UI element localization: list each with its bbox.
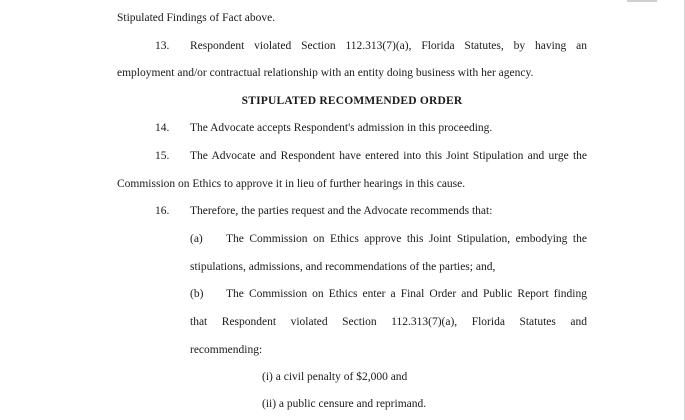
carryover-line: Stipulated Findings of Fact above. [117, 12, 276, 24]
section-heading: STIPULATED RECOMMENDED ORDER [241, 95, 463, 107]
item-b-line-1: The Commission on Ethics enter a Final Order and Public Report finding [226, 288, 587, 300]
paragraph-13-line-2: employment and/or contractual relationship with an entity doing business with her agency. [117, 67, 534, 79]
paragraph-14-text: The Advocate accepts Respondent's admission in this proceeding. [190, 122, 493, 134]
paragraph-16-text: Therefore, the parties request and the Advocate recommends that: [190, 205, 493, 217]
sub-item-ii: (ii) a public censure and reprimand. [262, 398, 427, 410]
item-b-label: (b) [190, 288, 204, 300]
paragraph-15-line-1: The Advocate and Respondent have entered into this Joint Stipulation and urge the [190, 150, 587, 162]
item-b-line-2: that Respondent violated Section 112.313(7)(a), Florida Statutes and [190, 316, 587, 328]
item-a-line-2: stipulations, admissions, and recommendations of the parties; and, [190, 261, 496, 273]
item-a-label: (a) [190, 233, 203, 245]
paragraph-13-line-1: Respondent violated Section 112.313(7)(a), Florida Statutes, by having an [190, 40, 587, 52]
viewer-top-bar [627, 0, 657, 2]
paragraph-15-line-2: Commission on Ethics to approve it in lieu of further hearings in this cause. [117, 178, 466, 190]
sub-item-i: (i) a civil penalty of $2,000 and [262, 371, 408, 383]
paragraph-16-number: 16. [155, 205, 170, 217]
paragraph-13-number: 13. [155, 40, 170, 52]
item-b-line-3: recommending: [190, 344, 263, 356]
paragraph-14-number: 14. [155, 122, 170, 134]
item-a-line-1: The Commission on Ethics approve this Joint Stipulation, embodying the [226, 233, 587, 245]
paragraph-15-number: 15. [155, 150, 170, 162]
